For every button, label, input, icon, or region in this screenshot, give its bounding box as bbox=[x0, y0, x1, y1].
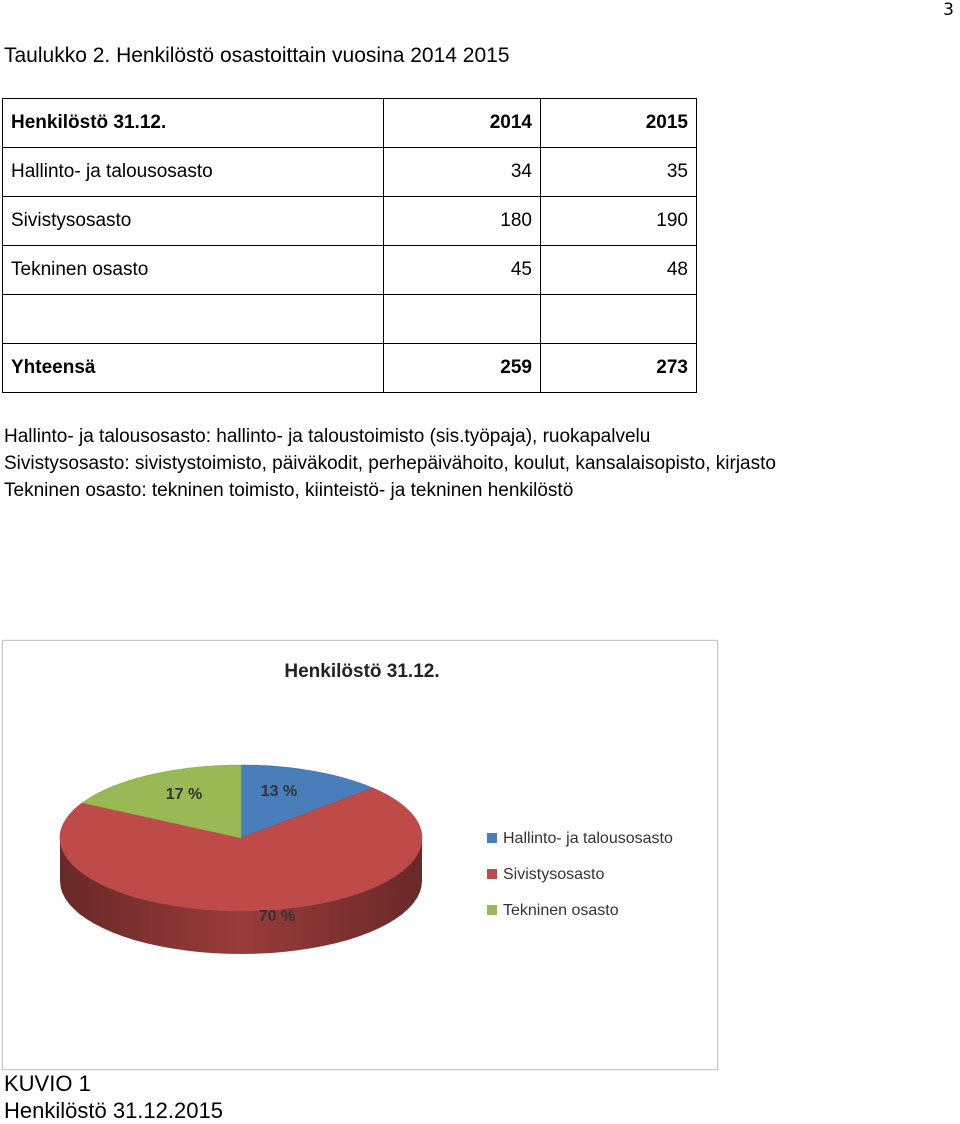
legend-label: Tekninen osasto bbox=[503, 902, 619, 919]
figure-title: Henkilöstö 31.12.2015 bbox=[4, 1098, 223, 1123]
legend-label: Sivistysosasto bbox=[503, 866, 605, 883]
pie-data-label: 70 % bbox=[258, 908, 296, 925]
table-cell: Tekninen osasto bbox=[3, 246, 384, 295]
legend-swatch bbox=[487, 833, 497, 843]
table-header-row bbox=[3, 99, 697, 148]
table-total-cell: 273 bbox=[541, 344, 697, 393]
note-line: Sivistysosasto: sivistystoimisto, päiväkodit, perhepäivähoito, koulut, kansalaisopisto, kirjasto bbox=[4, 453, 776, 474]
table-total-row bbox=[3, 344, 697, 393]
table-cell: Hallinto- ja talousosasto bbox=[3, 148, 384, 197]
table-cell: 45 bbox=[384, 246, 541, 295]
table-header-cell: Henkilöstö 31.12. bbox=[3, 99, 384, 148]
table-row-empty bbox=[3, 295, 697, 344]
page-number: 3 bbox=[943, 0, 954, 20]
figure-caption bbox=[4, 1070, 223, 1124]
table-cell: 48 bbox=[541, 246, 697, 295]
table-cell bbox=[541, 295, 697, 344]
table-cell: 34 bbox=[384, 148, 541, 197]
table-row bbox=[3, 197, 697, 246]
legend-label: Hallinto- ja talousosasto bbox=[503, 830, 673, 847]
table-cell bbox=[384, 295, 541, 344]
table-total-cell: Yhteensä bbox=[3, 344, 384, 393]
pie-data-label: 17 % bbox=[165, 786, 203, 803]
pie-chart bbox=[3, 641, 717, 1069]
table-cell bbox=[3, 295, 384, 344]
table-header-cell: 2015 bbox=[541, 99, 697, 148]
department-notes bbox=[4, 423, 776, 504]
figure-label: KUVIO 1 bbox=[4, 1071, 91, 1096]
pie-chart-frame bbox=[2, 640, 718, 1070]
table-row bbox=[3, 148, 697, 197]
table-caption: Taulukko 2. Henkilöstö osastoittain vuosina 2014 2015 bbox=[4, 44, 510, 67]
table-total-cell: 259 bbox=[384, 344, 541, 393]
note-line: Tekninen osasto: tekninen toimisto, kiinteistö- ja tekninen henkilöstö bbox=[4, 480, 574, 501]
legend-swatch bbox=[487, 869, 497, 879]
table-header-cell: 2014 bbox=[384, 99, 541, 148]
table-cell: Sivistysosasto bbox=[3, 197, 384, 246]
staff-table bbox=[2, 98, 697, 393]
chart-title: Henkilöstö 31.12. bbox=[284, 661, 440, 682]
legend-swatch bbox=[487, 905, 497, 915]
table-row bbox=[3, 246, 697, 295]
note-line: Hallinto- ja talousosasto: hallinto- ja taloustoimisto (sis.työpaja), ruokapalvelu bbox=[4, 426, 651, 447]
table-cell: 180 bbox=[384, 197, 541, 246]
table-cell: 35 bbox=[541, 148, 697, 197]
pie-data-label: 13 % bbox=[260, 783, 298, 800]
table-cell: 190 bbox=[541, 197, 697, 246]
